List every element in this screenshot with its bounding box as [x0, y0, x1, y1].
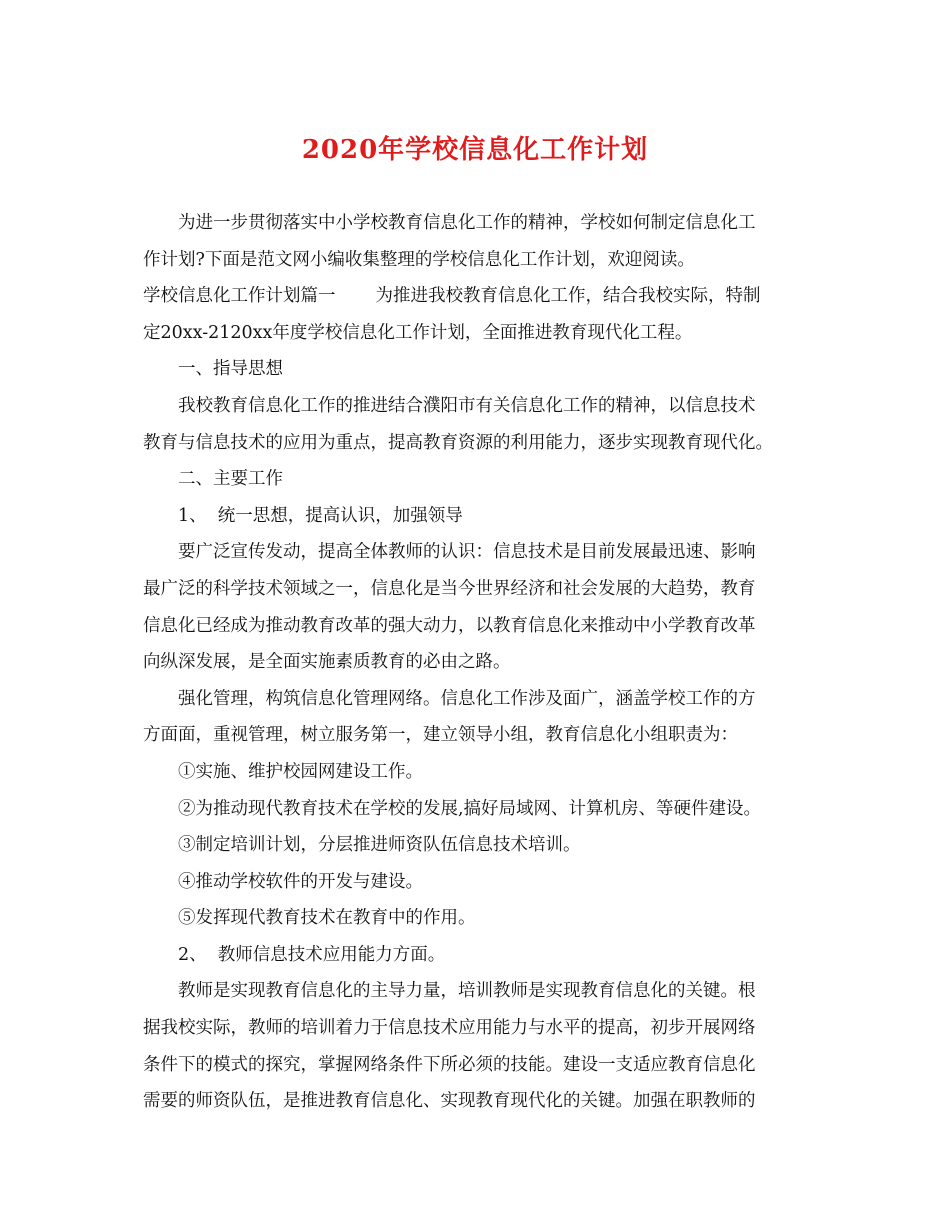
paragraph-line: 据我校实际，教师的培训着力于信息技术应用能力与水平的提高，初步开展网络 — [143, 1018, 756, 1039]
paragraph-line: 方面面，重视管理，树立服务第一，建立领导小组，教育信息化小组职责为： — [143, 725, 738, 746]
paragraph-line: 要广泛宣传发动，提高全体教师的认识：信息技术是目前发展最迅速、影响 — [178, 542, 756, 563]
list-item: ④推动学校软件的开发与建设。 — [178, 871, 423, 892]
list-item: ③制定培训计划，分层推进师资队伍信息技术培训。 — [178, 835, 581, 856]
paragraph-line: 教育与信息技术的应用为重点，提高教育资源的利用能力，逐步实现教育现代化。 — [143, 432, 773, 453]
paragraph-line: 需要的师资队伍，是推进教育信息化、实现教育现代化的关键。加强在职教师的 — [143, 1091, 756, 1112]
paragraph-line: 向纵深发展，是全面实施素质教育的必由之路。 — [143, 652, 511, 673]
paragraph-line: 教师是实现教育信息化的主导力量，培训教师是实现教育信息化的关键。根 — [178, 981, 756, 1002]
paragraph-line: 信息化已经成为推动教育改革的强大动力，以教育信息化来推动中小学教育改革 — [143, 615, 756, 636]
list-item: ⑤发挥现代教育技术在教育中的作用。 — [178, 908, 476, 929]
list-item: ②为推动现代教育技术在学校的发展,搞好局域网、计算机房、等硬件建设。 — [178, 798, 762, 819]
section-heading: 二、主要工作 — [178, 469, 283, 490]
paragraph-text: 为推进我校教育信息化工作，结合我校实际，特制 — [375, 286, 761, 307]
paragraph-line: 为进一步贯彻落实中小学校教育信息化工作的精神，学校如何制定信息化工 — [178, 213, 756, 233]
paragraph-line: 强化管理，构筑信息化管理网络。信息化工作涉及面广，涵盖学校工作的方 — [178, 688, 756, 709]
paragraph-line: 条件下的模式的探究，掌握网络条件下所必须的技能。建设一支适应教育信息化 — [143, 1054, 756, 1075]
paragraph-line — [143, 278, 811, 315]
list-item: ①实施、维护校园网建设工作。 — [178, 761, 423, 782]
document-title: 2020年学校信息化工作计划 — [301, 135, 649, 165]
section-heading: 学校信息化工作计划篇一 — [143, 286, 336, 307]
paragraph-line: 定20xx-2120xx年度学校信息化工作计划，全面推进教育现代化工程。 — [143, 322, 693, 343]
paragraph-line: 最广泛的科学技术领域之一，信息化是当今世界经济和社会发展的大趋势，教育 — [143, 578, 756, 599]
document-body — [143, 205, 811, 1120]
section-heading: 一、指导思想 — [178, 359, 283, 380]
paragraph-line: 我校教育信息化工作的推进结合濮阳市有关信息化工作的精神，以信息技术 — [178, 395, 756, 416]
paragraph-line: 作计划?下面是范文网小编收集整理的学校信息化工作计划，欢迎阅读。 — [143, 249, 695, 270]
subsection-heading: 2、 教师信息技术应用能力方面。 — [178, 944, 446, 965]
subsection-heading: 1、 统一思想，提高认识，加强领导 — [178, 505, 463, 526]
